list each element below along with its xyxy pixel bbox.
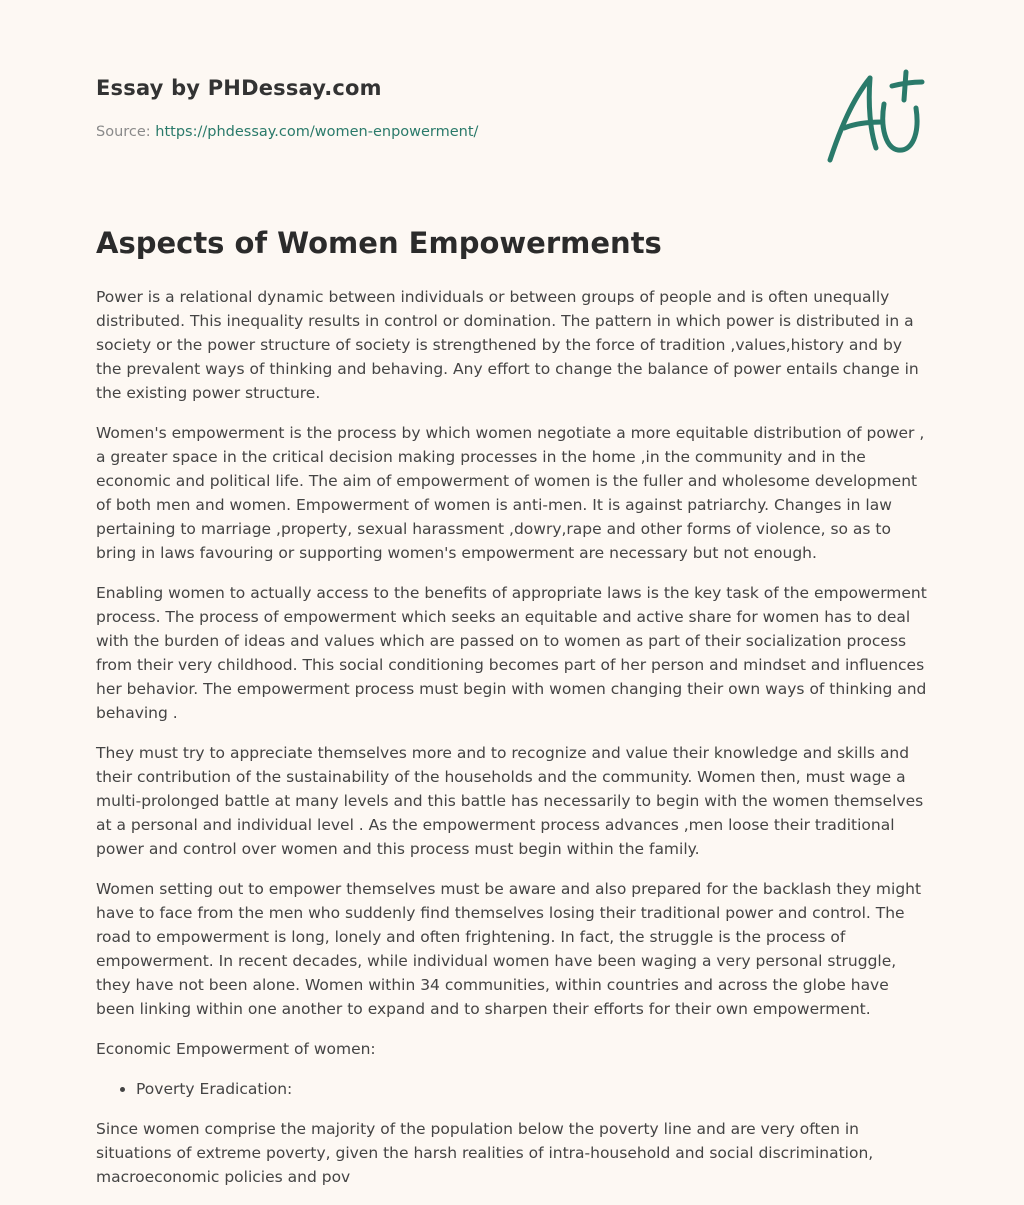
paragraph: They must try to appreciate themselves more and to recognize and value their knowledge and skills and their contribution of the sustainability of the households and the community. Women then, must wage a multi-prolonged battle at many levels and this battle has necessarily to begin with the women themselves at a personal and individual level . As the empowerment process advances ,men loose their traditional power and control over women and this process must begin within the family.	[96, 744, 924, 858]
source-label: Source:	[96, 124, 151, 140]
list-item: • Poverty Eradication:	[136, 1077, 928, 1101]
paragraph: Since women comprise the majority of the population below the poverty line and are very often in situations of extreme poverty, given the harsh realities of intra-household and social discrimination, macroeconomic policies and pov	[96, 1120, 874, 1186]
section-heading: Economic Empowerment of women:	[96, 1040, 376, 1058]
paragraph: Enabling women to actually access to the benefits of appropriate laws is the key task of the empowerment process. The process of empowerment which seeks an equitable and active share for women has to deal with the burden of ideas and values which are passed on to women as part of their socialization process from their very childhood. This social conditioning becomes part of her person and mindset and influences her behavior. The empowerment process must begin with women changing their own ways of thinking and behaving .	[96, 584, 927, 722]
source-line	[96, 124, 478, 140]
paragraph: Women setting out to empower themselves must be aware and also prepared for the backlash they might have to face from the men who suddenly find themselves losing their traditional power and control. The road to empowerment is long, lonely and often frightening. In fact, the struggle is the process of empowerment. In recent decades, while individual women have been waging a very personal struggle, they have not been alone. Women within 34 communities, within countries and across the globe have been linking within one another to expand and to sharpen their efforts for their own empowerment.	[96, 880, 922, 1018]
a-plus-logo-icon[interactable]	[824, 68, 928, 164]
bullet-list	[96, 1077, 928, 1101]
essay-title: Aspects of Women Empowerments	[96, 226, 662, 260]
site-title: Essay by PHDessay.com	[96, 76, 382, 100]
source-link[interactable]: https://phdessay.com/women-enpowerment/	[155, 124, 479, 140]
essay-body	[96, 285, 928, 1205]
paragraph: Women's empowerment is the process by which women negotiate a more equitable distribution of power , a greater space in the critical decision making processes in the home ,in the community and in the economic and political life. The aim of empowerment of women is the fuller and wholesome development of both men and women. Empowerment of women is anti-men. It is against patriarchy. Changes in law pertaining to marriage ,property, sexual harassment ,dowry,rape and other forms of violence, so as to bring in laws favouring or supporting women's empowerment are necessary but not enough.	[96, 424, 925, 562]
page-header	[96, 0, 928, 180]
paragraph: Power is a relational dynamic between individuals or between groups of people and is often unequally distributed. This inequality results in control or domination. The pattern in which power is distributed in a society or the power structure of society is strengthened by the force of tradition ,values,history and by the prevalent ways of thinking and behaving. Any effort to change the balance of power entails change in the existing power structure.	[96, 288, 919, 402]
